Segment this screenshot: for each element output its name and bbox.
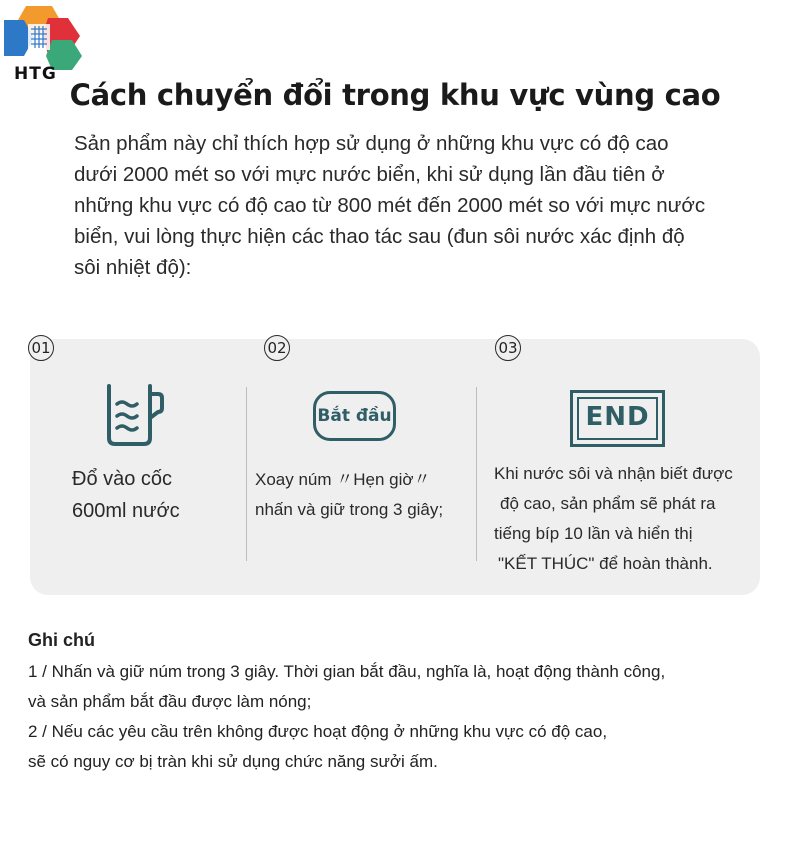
notes-title: Ghi chú bbox=[28, 630, 95, 650]
step-3-line: tiếng bíp 10 lần và hiển thị bbox=[494, 524, 693, 543]
notes-line: 1 / Nhấn và giữ núm trong 3 giây. Thời gian bắt đầu, nghĩa là, hoạt động thành công, bbox=[28, 662, 666, 681]
step-2-line: nhấn và giữ trong 3 giây; bbox=[255, 500, 444, 519]
end-display-label: END bbox=[577, 397, 658, 440]
step-number-badge: 01 bbox=[28, 335, 54, 361]
intro-line: sôi nhiệt độ): bbox=[74, 256, 192, 279]
step-3-text bbox=[494, 459, 733, 579]
step-divider bbox=[246, 387, 247, 561]
step-3-line: độ cao, sản phẩm sẽ phát ra bbox=[500, 494, 716, 513]
step-3-line: Khi nước sôi và nhận biết được bbox=[494, 464, 733, 483]
page-title: Cách chuyển đổi trong khu vực vùng cao bbox=[69, 78, 721, 112]
start-button: Bắt đầu bbox=[313, 391, 396, 441]
end-display bbox=[570, 390, 665, 447]
intro-line: biển, vui lòng thực hiện các thao tác sau (đun sôi nước xác định độ bbox=[74, 225, 685, 248]
notes-section bbox=[28, 630, 778, 777]
notes-line: 2 / Nếu các yêu cầu trên không được hoạt động ở những khu vực có độ cao, bbox=[28, 722, 608, 741]
step-2-line: Xoay núm 〃Hẹn giờ〃 bbox=[255, 470, 431, 489]
intro-line: Sản phẩm này chỉ thích hợp sử dụng ở những khu vực có độ cao bbox=[74, 132, 669, 155]
notes-line: sẽ có nguy cơ bị tràn khi sử dụng chức năng sưởi ấm. bbox=[28, 752, 438, 771]
intro-line: dưới 2000 mét so với mực nước biển, khi sử dụng lần đầu tiên ở bbox=[74, 163, 665, 186]
step-number-badge: 03 bbox=[495, 335, 521, 361]
intro-paragraph bbox=[74, 128, 764, 283]
step-1-line: Đổ vào cốc bbox=[72, 468, 173, 490]
step-3-line: "KẾT THÚC" để hoàn thành. bbox=[498, 554, 713, 573]
step-number-badge: 02 bbox=[264, 335, 290, 361]
notes-line: và sản phẩm bắt đầu được làm nóng; bbox=[28, 692, 312, 711]
step-1-line: 600ml nước bbox=[72, 500, 180, 522]
measuring-cup-icon bbox=[104, 382, 168, 448]
intro-line: những khu vực có độ cao từ 800 mét đến 2000 mét so với mực nước bbox=[74, 194, 706, 217]
logo-text: HTG bbox=[14, 64, 57, 84]
step-1-text bbox=[72, 463, 180, 527]
step-divider bbox=[476, 387, 477, 561]
step-2-text bbox=[255, 465, 443, 525]
